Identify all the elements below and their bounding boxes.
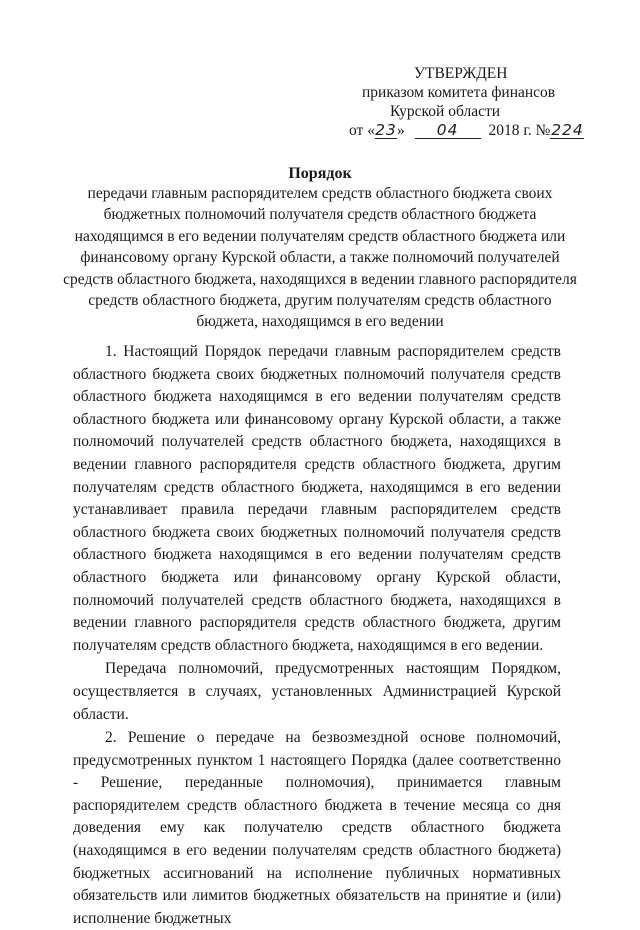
document-title: Порядок — [288, 165, 352, 182]
order-of-label: приказом комитета финансов — [362, 84, 556, 101]
date-day: 23 — [375, 121, 397, 139]
date-year: 2018 г. № — [488, 122, 551, 139]
date-prefix: от « — [349, 122, 375, 139]
paragraph-2: Передача полномочий, предусмотренных настоящим Порядком, осуществляется в случаях, установленных Администрацией Курской области. — [73, 660, 561, 723]
document-body — [73, 341, 561, 930]
document-subtitle: передачи главным распорядителем средств областного бюджета своих бюджетных полномочий получателя средств областного бюджета находящимся в его ведении получателям средств областного бюджета или финансовому органу Курской области, а также полномочий получателей средств областного бюджета, находящихся в ведении главного распорядителя средств областного бюджета, другим получателям средств областного бюджета, находящимся в его ведении — [63, 185, 577, 331]
approval-date-line — [340, 121, 600, 140]
date-close: » — [396, 122, 405, 139]
paragraph-1: 1. Настоящий Порядок передачи главным распорядителем средств областного бюджета своих бюджетных полномочий получателя средств областного бюджета находящимся в его ведении получателям средств областного бюджета или финансовому органу Курской области, а также полномочий получателей средств областного бюджета, находящихся в ведении главного распорядителя средств областного бюджета, другим получателям средств областного бюджета, находящимся в его ведении устанавливает правила передачи главным распорядителем средств областного бюджета своих бюджетных полномочий получателя средств областного бюджета находящимся в его ведении получателям средств областного бюджета или финансовому органу Курской области, полномочий получателей средств областного бюджета, находящихся в ведении главного распорядителя средств областного бюджета, другим получателям средств областного бюджета, находящимся в его ведении. — [73, 343, 561, 654]
approved-label: УТВЕРЖДЕН — [414, 65, 508, 82]
order-number: 224 — [551, 121, 584, 139]
region-label: Курской области — [390, 103, 501, 120]
paragraph-3: 2. Решение о передаче на безвозмездной основе полномочий, предусмотренных пунктом 1 настоящего Порядка (далее соответственно - Решение, переданные полномочия), принимается главным распорядителем средств областного бюджета в течение месяца со дня доведения ему как получателю средств областного бюджета (находящимся в его ведении получателям средств областного бюджета) бюджетных ассигнований на исполнение публичных нормативных обязательств или лимитов бюджетных обязательств на принятие и (или) исполнение бюджетных — [73, 729, 561, 927]
approval-stamp — [340, 64, 600, 140]
date-month: 04 — [415, 123, 481, 139]
